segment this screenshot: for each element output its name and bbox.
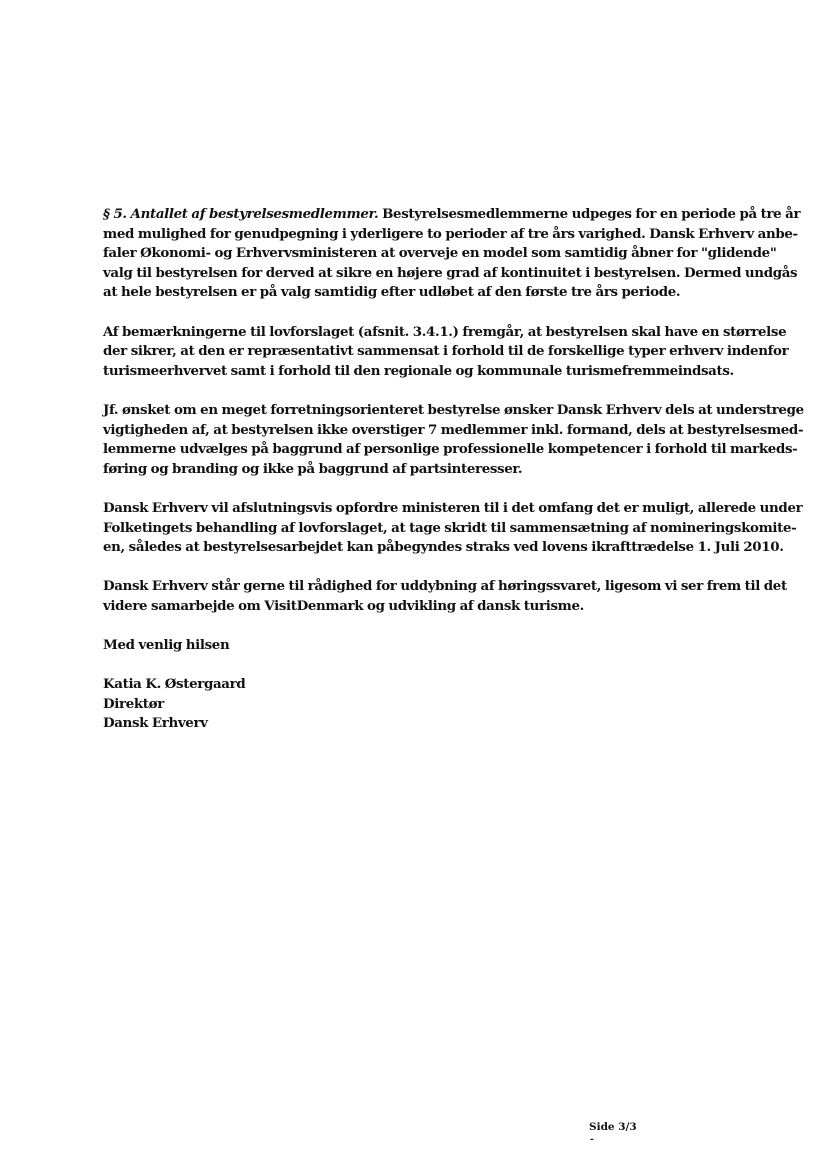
footer-dash: - bbox=[590, 1135, 594, 1145]
page-number: Side 3/3 bbox=[589, 1121, 637, 1133]
paragraph-line: valg til bestyrelsen for derved at sikre en højere grad af kontinuitet i bestyrelsen. Dermed undgås bbox=[103, 264, 798, 281]
page-footer bbox=[589, 1120, 637, 1145]
paragraph-line: en, således at bestyrelsesarbejdet kan påbegyndes straks ved lovens ikrafttrædelse 1. Juli 2010. bbox=[103, 539, 784, 556]
paragraph-nomination bbox=[103, 499, 803, 558]
paragraph-line: faler Økonomi- og Erhvervsministeren at overveje en model som samtidig åbner for "glidende" bbox=[103, 245, 777, 262]
paragraph-line: føring og branding og ikke på baggrund af partsinteresser. bbox=[103, 460, 523, 477]
signatory-name: Katia K. Østergaard bbox=[103, 676, 246, 693]
paragraph-line: lemmerne udvælges på baggrund af personlige professionelle kompetencer i forhold til markeds- bbox=[103, 441, 798, 458]
paragraph-line: vigtigheden af, at bestyrelsen ikke overstiger 7 medlemmer inkl. formand, dels at bestyrelsesmed- bbox=[103, 421, 804, 438]
signature-block bbox=[103, 675, 743, 734]
paragraph-line: videre samarbejde om VisitDenmark og udvikling af dansk turisme. bbox=[103, 597, 584, 614]
letter-body bbox=[103, 205, 804, 734]
paragraph-line: Jf. ønsket om en meget forretningsorienteret bestyrelse ønsker Dansk Erhverv dels at understrege bbox=[103, 401, 804, 418]
signatory-organization: Dansk Erhverv bbox=[103, 715, 208, 732]
line-text: Bestyrelsesmedlemmerne udpeges for en periode på tre år bbox=[378, 206, 801, 222]
paragraph-line: Dansk Erhverv står gerne til rådighed for uddybning af høringssvaret, ligesom vi ser frem til det bbox=[103, 578, 787, 595]
closing-greeting bbox=[103, 636, 743, 656]
closing-text: Med venlig hilsen bbox=[103, 637, 230, 654]
paragraph-line: Dansk Erhverv vil afslutningsvis opfordre ministeren til i det omfang det er muligt, allerede under bbox=[103, 499, 803, 516]
paragraph-line: at hele bestyrelsen er på valg samtidig efter udløbet af den første tre års periode. bbox=[103, 284, 681, 301]
paragraph-business-oriented bbox=[103, 401, 804, 479]
paragraph-line: der sikrer, at den er repræsentativt sammensat i forhold til de forskellige typer erhverv indenfor bbox=[103, 343, 789, 360]
signatory-title: Direktør bbox=[103, 695, 164, 712]
section-heading: § 5. Antallet af bestyrelsesmedlemmer. bbox=[103, 206, 379, 222]
paragraph-line: Folketingets behandling af lovforslaget, at tage skridt til sammensætning af nomineringskomite- bbox=[103, 519, 797, 536]
paragraph-line: turismeerhvervet samt i forhold til den regionale og kommunale turismefremmeindsats. bbox=[103, 362, 734, 379]
paragraph-line: Af bemærkningerne til lovforslaget (afsnit. 3.4.1.) fremgår, at bestyrelsen skal have en størrelse bbox=[103, 323, 787, 340]
paragraph-line: med mulighed for genudpegning i yderligere to perioder af tre års varighed. Dansk Erhverv anbe- bbox=[103, 225, 798, 242]
paragraph-board-members bbox=[103, 205, 801, 303]
paragraph-availability bbox=[103, 577, 787, 616]
paragraph-line bbox=[103, 205, 801, 225]
paragraph-remarks bbox=[103, 323, 789, 382]
